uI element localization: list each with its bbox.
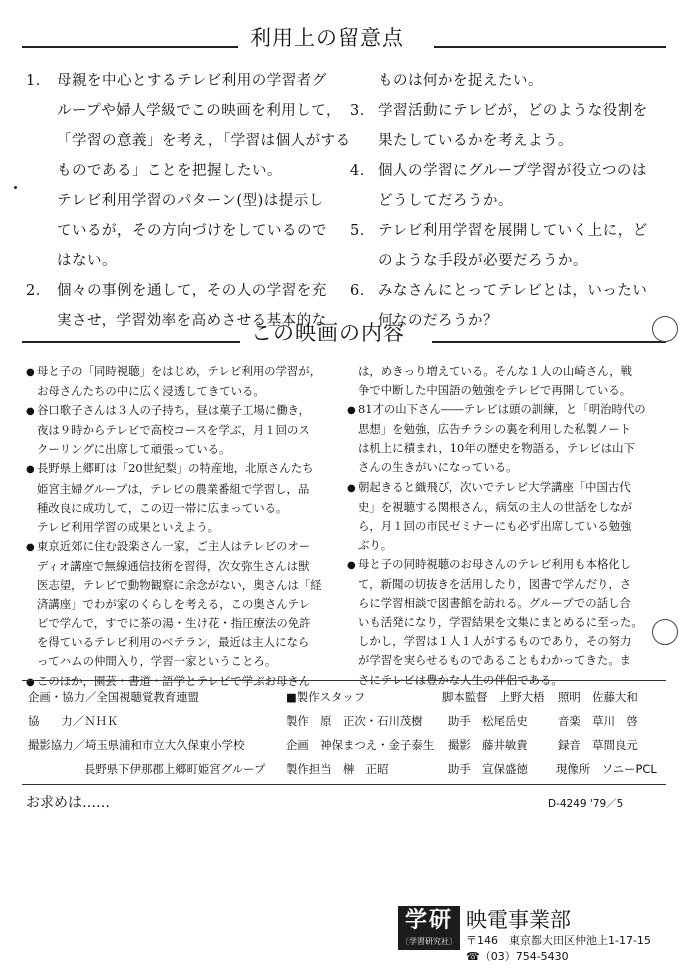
address: 〒146 東京都大田区仲池上1-17-15 [466,934,651,947]
credit-seisaku: 製作 原 正次・石川茂樹 [286,714,423,728]
credit-genzo: 現像所 ソニーPCL [556,762,657,776]
department-name: 映電事業部 [466,908,571,932]
notes-left-column: 1． 母親を中心とするテレビ利用の学習者グ ループや婦人学級でこの映画を利用して， 「学習の意義」を考え，「学習は個人がする ものである」ことを把握したい。 テレビ利用学習のパターン(型)は提示し ているが，その方向づけをしているので はない。 2． 個々の事例を通して，その人の学習を充 実させ，学習効率を高めさせる基本的な [26,66,336,336]
credit-kyoryoku: 協 力／ＮＨＫ [28,714,119,728]
credit-satsuei-kyoryoku: 撮影協力／埼玉県浦和市立大久保東小学校 [28,738,245,752]
content-paragraph: ● 81才の山下さん――テレビは頭の訓練，と「明治時代の [347,402,646,417]
credit-kikaku: 企画 神保まつえ・金子泰生 [286,738,435,752]
note-item-6: 6． みなさんにとってテレビとは，いったい [350,283,648,299]
binder-hole-1 [652,316,678,342]
gakken-logo: 学研 〔学習研究社〕 [398,906,460,950]
credit-ongaku: 音楽 草川 啓 [558,714,638,728]
content-paragraph: ● このほか，園芸・書道・語学とテレビで学ぶお母さん [26,673,311,688]
content-paragraph: ● 東京近郊に住む設楽さん一家，ご主人はテレビのオー [26,538,311,553]
note-item-3: 3． 学習活動にテレビが，どのような役割を [350,103,648,119]
content-paragraph: ● 母と子の同時視聴のお母さんのテレビ利用も本格化し [347,556,632,571]
content-left-column: ● 母と子の「同時視聴」をはじめ，テレビ利用の学習が， お母さんたちの中に広く浸透してきている。 ● 谷口歌子さんは３人の子持ち，昼は菓子工場に働き， 夜は９時からテレビで高校コースを学ぶ，月１回のス クーリングに出席して頑張っている。 ● 長野県上郷町は「20世紀梨」の特産地，北原さんたち 姫宮主婦グループは，テレビの農業番組で学習し，品 種改良に成功して，この辺一帯に広まっている。 テレビ利用学習の成果といえよう。 ● 東京近郊に住む設楽さん一家，ご主人はテレビのオー ディオ講座で無線通信技術を習得，次女弥生さんは獣 医志望，テレビで動物観察に余念がない，奥さんは「経 済講座」でわが家のくらしを考える，この奥さんテレ ビで学んで，すでに茶の湯・生け花・指圧療法の免許 を得ているテレビ利用のベテラン，最近は主人になら ってハムの仲間入り，学習一家ということろ。 ● このほか，園芸・書道・語学とテレビで学ぶお母さん [26,362,346,692]
stray-mark [14,186,17,189]
note-item-1: 1． 母親を中心とするテレビ利用の学習者グ [26,73,327,89]
content-paragraph: ● 谷口歌子さんは３人の子持ち，昼は菓子工場に働き， [26,403,310,418]
note-item-5: 5． テレビ利用学習を展開していく上に，ど [350,223,648,239]
phone: ☎（03）754-5430 [466,950,569,963]
notes-right-column: ものは何かを捉えたい。 3． 学習活動にテレビが，どのような役割を 果たしているかを考えよう。 4． 個人の学習にグループ学習が役立つのは どうしてだろうか。 5． テレビ利用学習を展開していく上に，ど のような手段が必要だろうか。 6． みなさんにとってテレビとは，いったい 何なのだろうか？ [350,66,660,336]
content-heading: この映画の内容 [251,321,405,345]
staff-title: ■製作スタッフ [286,690,366,704]
content-rule-right [432,341,666,343]
credit-satsuei: 撮影 藤井敏貴 [448,738,528,752]
note-item-2: 2． 個々の事例を通して，その人の学習を充 [26,283,327,299]
order-text: お求めは…… [26,795,110,811]
credit-shomei: 照明 佐藤大和 [558,690,638,704]
content-paragraph: ● 朝起きると織飛び，次いでテレビ大学講座「中国古代 [347,479,631,494]
credit-kikaku-kyoryoku: 企画・協力／全国視聴覚教育連盟 [28,690,199,704]
credit-joshu-1: 助手 松尾岳史 [448,714,528,728]
credit-seisaku-tanto: 製作担当 榊 正昭 [286,762,389,776]
credit-satsuei-kyoryoku-2: 長野県下伊那郡上郷町姫宮グループ [84,762,266,776]
credit-kyakuhon: 脚本監督 上野大梧 [442,690,545,704]
product-code: D-4249 '79／5 [548,798,624,810]
credits-rule [22,680,666,681]
content-rule-left [22,341,240,343]
top-rule-left [22,46,238,48]
content-right-column: は，めきっり増えている。そんな１人の山崎さん，戦 争で中断した中国語の勉強をテレビで再開している。 ● 81才の山下さん――テレビは頭の訓練，と「明治時代の 思想」を勉強，広告チラシの裏を利用した私製ノート は机上に積まれ，10年の歴史を物語る，テレビは山下 さんの生きがいになっている。 ● 朝起きると織飛び，次いでテレビ大学講座「中国古代 史」を視聴する関根さん，病気の主人の世話をしなが ら，月１回の市民ゼミナーにも必ず出席している勉強 ぶり。 ● 母と子の同時視聴のお母さんのテレビ利用も本格化し て，新聞の切抜きを活用したり，図書で学んだり，さ らに学習相談で図書館を訪れる。グループでの話し合 いも活発になり，学習結果を文集にまとめるに至った。 しかし，学習は１人１人がするものであり，その努力 が学習を実らせるものであることもわかってきた。ま さにテレビは豊かな人生の伴侶である。 [347,362,667,690]
content-paragraph: ● 長野県上郷町は「20世紀梨」の特産地，北原さんたち [26,461,314,476]
content-paragraph: ● 母と子の「同時視聴」をはじめ，テレビ利用の学習が， [26,364,322,378]
credits-bottom-rule [22,784,666,785]
credit-joshu-2: 助手 宣保盛徳 [448,762,528,776]
note-item-4: 4． 個人の学習にグループ学習が役立つのは [350,163,647,179]
top-rule-right [434,46,666,48]
notes-heading: 利用上の留意点 [250,26,404,50]
credit-rokuon: 録音 草間良元 [558,738,638,752]
